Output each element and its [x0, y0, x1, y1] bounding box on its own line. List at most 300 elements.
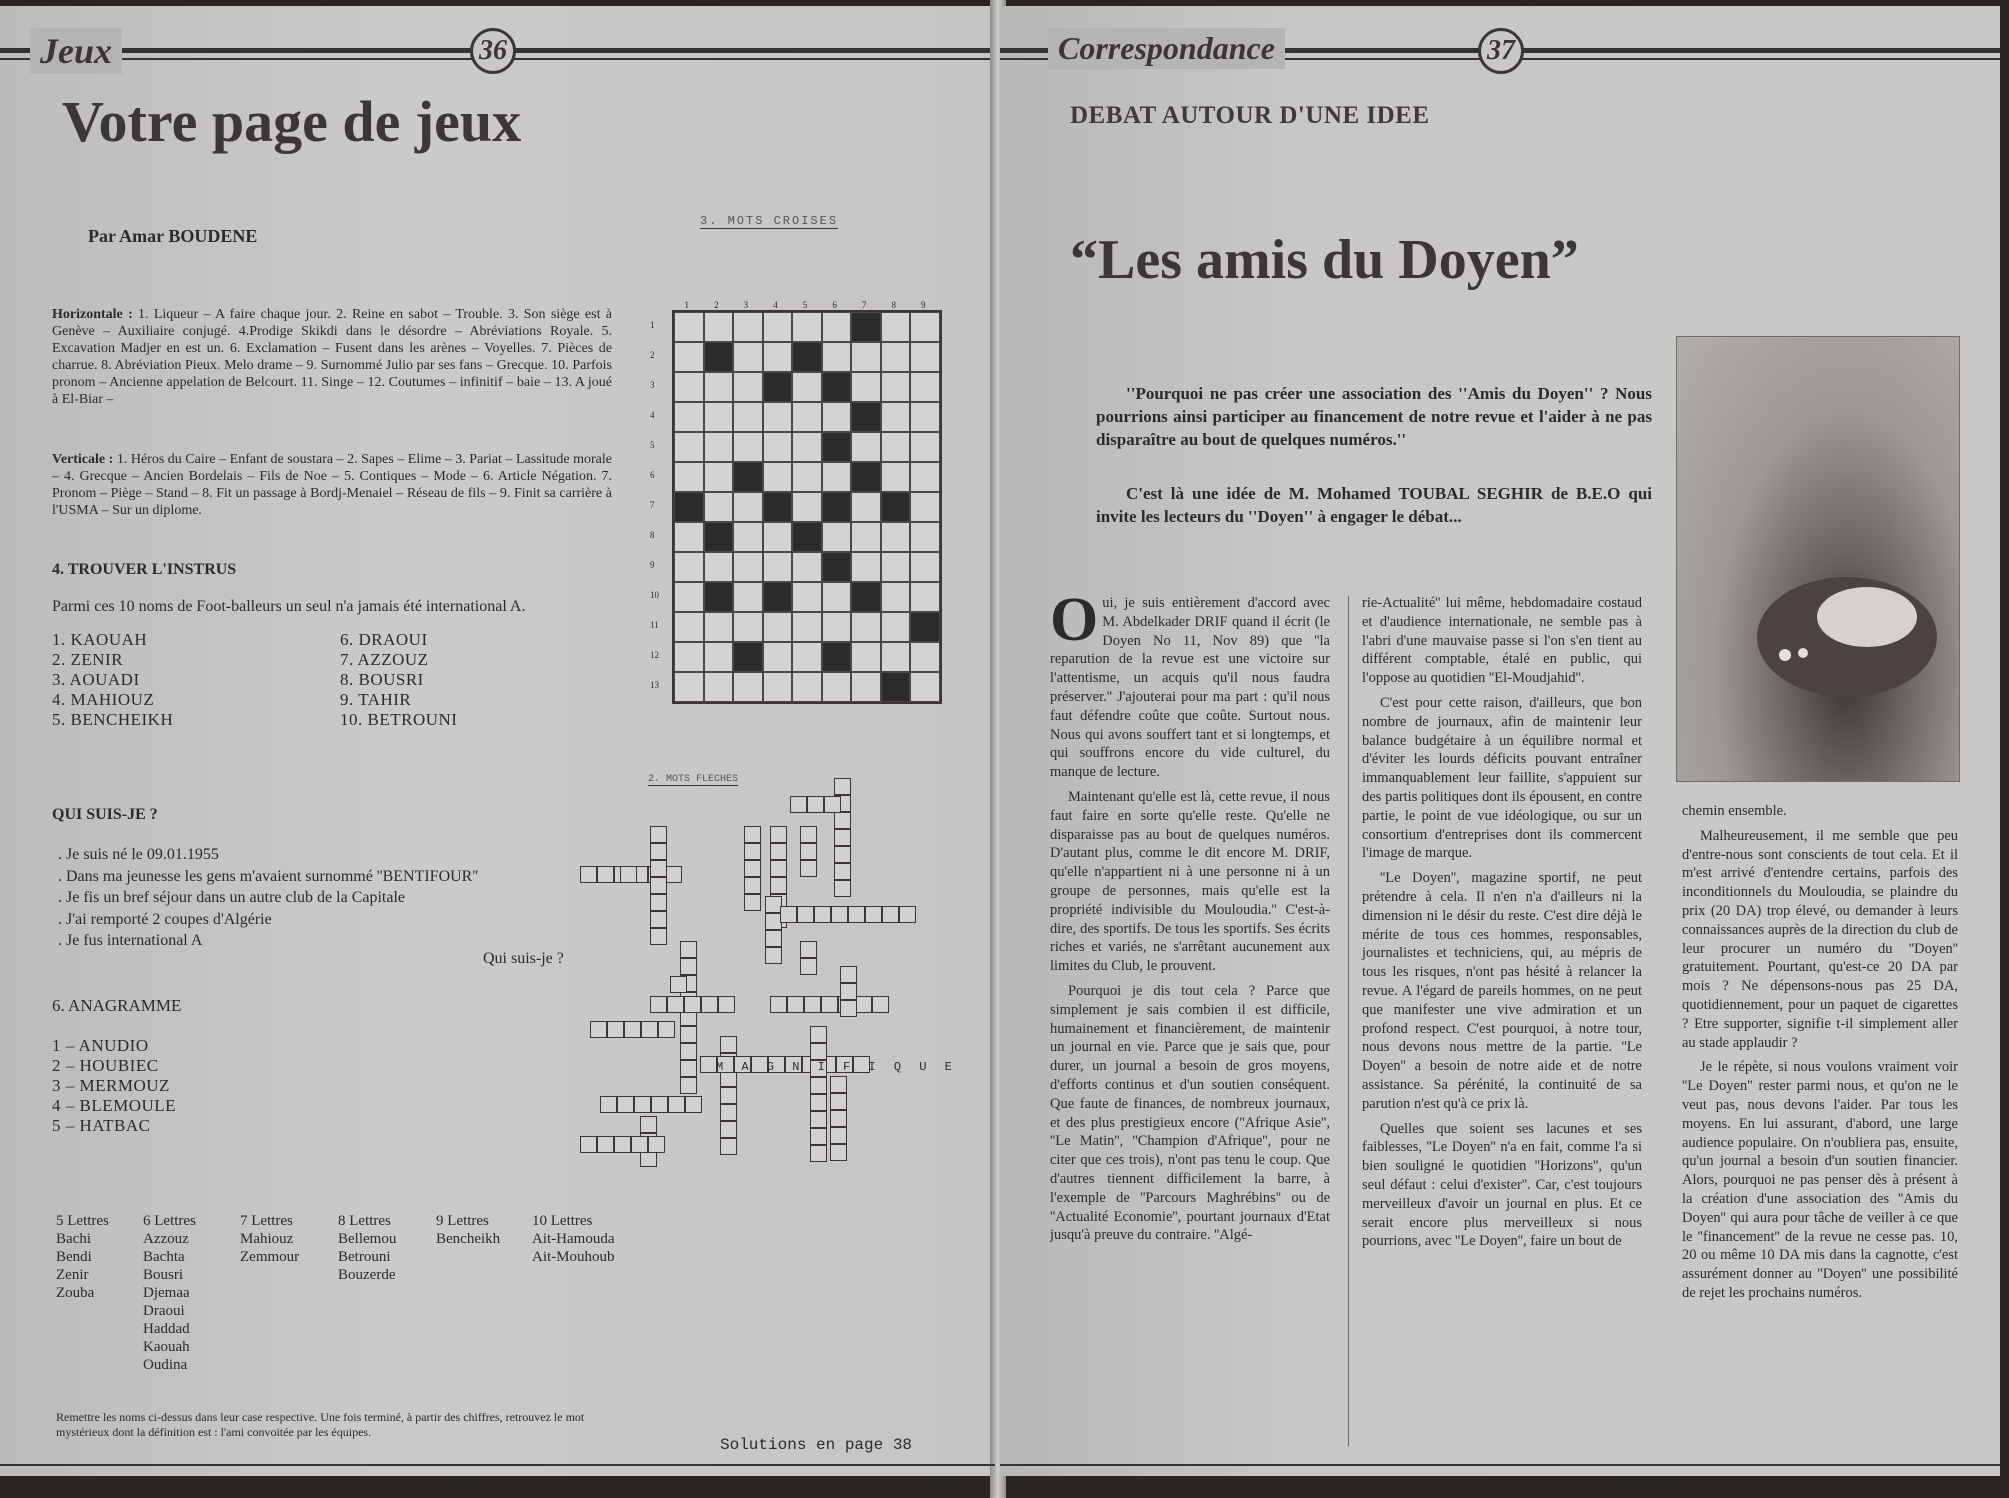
fill-in-cell[interactable]: [821, 996, 838, 1013]
crossword-cell[interactable]: [851, 612, 881, 642]
crossword-cell[interactable]: [733, 492, 763, 522]
crossword-cell[interactable]: [910, 372, 940, 402]
crossword-cell[interactable]: [763, 432, 793, 462]
fill-in-cell[interactable]: [650, 911, 667, 928]
list-item: 3 – MERMOUZ: [52, 1076, 170, 1095]
crossword-black-cell: [851, 312, 881, 342]
crossword-cell[interactable]: [733, 402, 763, 432]
crossword-cell[interactable]: [851, 672, 881, 702]
qui-line: . Je fus international A: [58, 932, 203, 949]
column-number: 1: [684, 300, 690, 310]
fill-in-cell[interactable]: [830, 1093, 847, 1110]
crossword-cell[interactable]: [881, 462, 911, 492]
fill-in-cell[interactable]: [614, 1136, 631, 1153]
fill-in-cell[interactable]: [744, 826, 761, 843]
crossword-cell[interactable]: [881, 612, 911, 642]
fill-in-cell[interactable]: [720, 1121, 737, 1138]
crossword-cell[interactable]: [704, 372, 734, 402]
crossword-cell[interactable]: [822, 342, 852, 372]
crossword-black-cell: [792, 342, 822, 372]
fill-in-cell[interactable]: [810, 1094, 827, 1111]
crossword-cell[interactable]: [822, 312, 852, 342]
word: Bencheikh: [436, 1231, 501, 1247]
fill-in-cell[interactable]: [680, 958, 697, 975]
word: Zouba: [56, 1285, 95, 1301]
paragraph: Malheureusement, il me semble que peu d'entre-nous sont conscients de tout cela. Et il m'est arrivé d'entendre certains, parfois des inconditionnels du Mouloudia, se plaindre du prix (20 DA) trop élevé, ou demander à leurs connaissances auprès de la direction du club de leur procurer un numéro du ''Doyen'' gratuitement. Pourtant, qu'est-ce 20 DA par mois ? Ne dépensons-nous pas 25 DA, quotidiennement, pour un paquet de cigarettes ? Etre supporter, signifie t-il simplement aller au stade applaudir ?: [1682, 827, 1958, 1051]
page-number: 36: [470, 28, 516, 74]
word-column-5: [56, 1212, 109, 1302]
fill-in-cell[interactable]: [807, 796, 824, 813]
crossword-cell[interactable]: [763, 342, 793, 372]
fill-in-cell[interactable]: [680, 1043, 697, 1060]
crossword-cell[interactable]: [851, 552, 881, 582]
crossword-cell[interactable]: [881, 342, 911, 372]
fill-in-cell[interactable]: [830, 1110, 847, 1127]
crossword-cell[interactable]: [704, 492, 734, 522]
right-page: [1000, 6, 2000, 1476]
crossword-cell[interactable]: [910, 642, 940, 672]
word-column-head: 6 Lettres: [143, 1213, 196, 1229]
fill-in-cell[interactable]: [744, 894, 761, 911]
crossword-cell[interactable]: [881, 522, 911, 552]
anagram-list: [52, 1036, 176, 1136]
crossword-cell[interactable]: [851, 432, 881, 462]
fill-in-cell[interactable]: [648, 1136, 665, 1153]
crossword-cell[interactable]: [881, 312, 911, 342]
instrus-list-right: [340, 630, 457, 730]
fill-in-cell[interactable]: [650, 877, 667, 894]
kicker: DEBAT AUTOUR D'UNE IDEE: [1070, 102, 1430, 129]
row-number: 4: [650, 410, 655, 420]
fill-in-cell[interactable]: [650, 826, 667, 843]
crossword-cell[interactable]: [674, 462, 704, 492]
column-number: 9: [921, 300, 926, 310]
list-item: 2. ZENIR: [52, 650, 124, 669]
crossword-caption: 3. MOTS CROISES: [700, 214, 839, 228]
crossword-cell[interactable]: [822, 402, 852, 432]
fill-in-cell[interactable]: [744, 877, 761, 894]
crossword-cell[interactable]: [822, 522, 852, 552]
crossword-cell[interactable]: [910, 672, 940, 702]
fill-in-cell[interactable]: [650, 894, 667, 911]
crossword-cell[interactable]: [733, 672, 763, 702]
crossword-black-cell: [910, 612, 940, 642]
row-number: 3: [650, 380, 655, 390]
crossword-cell[interactable]: [704, 552, 734, 582]
crossword-cell[interactable]: [763, 612, 793, 642]
fill-in-cell[interactable]: [810, 1043, 827, 1060]
fill-in-cell[interactable]: [810, 1077, 827, 1094]
row-number: 12: [650, 650, 659, 660]
crossword-black-cell: [704, 342, 734, 372]
word: Azzouz: [143, 1231, 189, 1247]
crossword-cell[interactable]: [792, 372, 822, 402]
word-column-9: [436, 1212, 500, 1248]
crossword-black-cell: [792, 522, 822, 552]
fill-in-cell[interactable]: [834, 829, 851, 846]
crossword-cell[interactable]: [792, 402, 822, 432]
crossword-cell[interactable]: [733, 432, 763, 462]
fill-in-cell[interactable]: [865, 906, 882, 923]
crossword-cell[interactable]: [763, 462, 793, 492]
fill-in-cell[interactable]: [899, 906, 916, 923]
list-item: 3. AOUADI: [52, 670, 140, 689]
crossword-cell[interactable]: [763, 522, 793, 552]
crossword-cell[interactable]: [763, 402, 793, 432]
fill-in-cell[interactable]: [770, 877, 787, 894]
fill-in-cell[interactable]: [800, 843, 817, 860]
fill-in-cell[interactable]: [834, 863, 851, 880]
fill-in-cell[interactable]: [650, 928, 667, 945]
word: Draoui: [143, 1303, 185, 1319]
crossword-black-cell: [674, 492, 704, 522]
vertical-text: 1. Héros du Caire – Enfant de soustara – 2. Sapes – Elime – 3. Pariat – Lassitude morale – 4. Grecque – Ancien Bordelais – Fils de Noe – 5. Contiques – Mode – 6. Article Négation. 7. Pronom – Piège – Stand – 8. Fit un passage à Bordj-Menaiel – Réseau de fils – 9. Finit sa carrière à l'USMA – Sur un diplome.: [52, 452, 613, 518]
fill-in-cell[interactable]: [834, 880, 851, 897]
paragraph: rie-Actualité'' lui même, hebdomadaire costaud et d'audience internationale, ne semble pas à l'abri d'une mauvaise passe si l'on s'en tient au différent comptable, étalé en public, qui l'oppose au quotidien ''El-Moudjahid''.: [1362, 595, 1642, 687]
qui-line: . Je fis un bref séjour dans un autre club de la Capitale: [58, 889, 405, 906]
fill-in-cell[interactable]: [831, 906, 848, 923]
crossword-cell[interactable]: [910, 462, 940, 492]
fill-in-cell[interactable]: [800, 958, 817, 975]
paragraph: ''Le Doyen'', magazine sportif, ne peut prétendre à cela. Il n'en n'a d'ailleurs ni la dimension ni le désir du reste. C'est dire déjà le mérite de tous ces hommes, responsables, journalistes et techniciens, qui, au mépris de tous les risques, n'ont pas hésité à relancer la revue. A l'égard de pareils hommes, on ne peut que manifester une vive admiration et un profond respect. C'est pourquoi, à notre tour, nous devons nous mettre de la partie. ''Le Doyen'' a besoin de notre aide et de notre assistance. Sa pérénité, la continuité de sa parution n'est qu'à ce prix là.: [1362, 870, 1642, 1112]
section-label: Jeux: [30, 28, 122, 74]
fill-in-cell[interactable]: [800, 941, 817, 958]
crossword-cell[interactable]: [733, 582, 763, 612]
article-column-1: [1050, 586, 1330, 1245]
crossword-cell[interactable]: [704, 642, 734, 672]
paragraph: Maintenant qu'elle est là, cette revue, il nous faut faire en sorte qu'elle reste. Qu'elle ne disparaisse pas au bout de quelques numéros. D'autant plus, comme le dit encore M. DRIF, qu'elle n'appartient ni à une personne ni à un groupe de personnes, mais qu'elle est la propriété indivisible du Mouloudia.'' C'est-à-dire, des sportifs. De tous les sportifs. Ses écrits riches et variés, ne s'arrêtant aucunement aux limites du Club, le prouvent.: [1050, 788, 1330, 975]
crossword-cell[interactable]: [733, 312, 763, 342]
crossword-cell[interactable]: [674, 432, 704, 462]
fill-in-cell[interactable]: [787, 996, 804, 1013]
fill-in-cell[interactable]: [680, 1077, 697, 1094]
anagram-heading: 6. ANAGRAMME: [52, 996, 182, 1015]
crossword-cell[interactable]: [851, 522, 881, 552]
crossword-cell[interactable]: [910, 342, 940, 372]
crossword-cell[interactable]: [704, 462, 734, 492]
crossword-column-numbers: [672, 300, 938, 310]
fill-in-cell[interactable]: [631, 1136, 648, 1153]
fill-in-cell[interactable]: [882, 906, 899, 923]
fill-in-cell[interactable]: [597, 866, 614, 883]
crossword-cell[interactable]: [674, 612, 704, 642]
word: Djemaa: [143, 1285, 190, 1301]
fill-in-cell[interactable]: [590, 1021, 607, 1038]
fill-in-cell[interactable]: [770, 826, 787, 843]
crossword-cell[interactable]: [910, 402, 940, 432]
article-photo: [1676, 336, 1960, 782]
list-item: 1 – ANUDIO: [52, 1036, 149, 1055]
crossword-cell[interactable]: [851, 372, 881, 402]
crossword-cell[interactable]: [674, 312, 704, 342]
fill-in-cell[interactable]: [620, 866, 637, 883]
fill-in-cell[interactable]: [834, 812, 851, 829]
crossword-cell[interactable]: [822, 462, 852, 492]
crossword-cell[interactable]: [704, 312, 734, 342]
word-column-head: 10 Lettres: [532, 1213, 593, 1229]
row-number: 13: [650, 680, 659, 690]
crossword-cell[interactable]: [733, 612, 763, 642]
fill-in-cell[interactable]: [810, 1111, 827, 1128]
fill-in-cell[interactable]: [650, 860, 667, 877]
fill-in-cell[interactable]: [765, 947, 782, 964]
fill-in-cell[interactable]: [701, 996, 718, 1013]
crossword-row-numbers: [650, 310, 666, 700]
list-item: 7. AZZOUZ: [340, 650, 429, 669]
fill-in-cell[interactable]: [718, 996, 735, 1013]
fill-in-cell[interactable]: [770, 860, 787, 877]
fill-in-cell[interactable]: [834, 846, 851, 863]
footer-rule-left: [0, 1464, 995, 1466]
crossword-cell[interactable]: [910, 552, 940, 582]
crossword-cell[interactable]: [704, 402, 734, 432]
crossword-cell[interactable]: [674, 642, 704, 672]
word-column-head: 5 Lettres: [56, 1213, 109, 1229]
crossword-cell[interactable]: [704, 612, 734, 642]
crossword-cell[interactable]: [822, 672, 852, 702]
crossword-cell[interactable]: [792, 672, 822, 702]
crossword-cell[interactable]: [674, 522, 704, 552]
fill-in-cell[interactable]: [804, 996, 821, 1013]
fill-in-cell[interactable]: [720, 1138, 737, 1155]
fill-in-cell[interactable]: [744, 860, 761, 877]
footer-rule: [1000, 1464, 2000, 1466]
fill-in-caption: 2. MOTS FLECHES: [648, 774, 739, 785]
fill-in-cell[interactable]: [624, 1021, 641, 1038]
fill-in-cell[interactable]: [600, 1096, 617, 1113]
crossword-cell[interactable]: [881, 582, 911, 612]
fill-in-cell[interactable]: [770, 996, 787, 1013]
crossword-cell[interactable]: [704, 672, 734, 702]
fill-in-cell[interactable]: [580, 1136, 597, 1153]
fill-in-cell[interactable]: [684, 996, 701, 1013]
crossword-cell[interactable]: [910, 312, 940, 342]
crossword-cell[interactable]: [674, 672, 704, 702]
page-title: Votre page de jeux: [62, 89, 522, 154]
column-rule: [1348, 596, 1349, 1446]
vertical-label: Verticale :: [52, 452, 114, 467]
word-column-6: [143, 1212, 196, 1374]
fill-in-cell[interactable]: [680, 941, 697, 958]
column-number: 5: [802, 300, 808, 310]
crossword-cell[interactable]: [674, 372, 704, 402]
crossword-cell[interactable]: [674, 582, 704, 612]
column-number: 2: [714, 300, 719, 310]
photo-figure: [1677, 337, 1959, 781]
fill-in-cell[interactable]: [840, 983, 857, 1000]
crossword-cell[interactable]: [881, 372, 911, 402]
crossword-cell[interactable]: [910, 492, 940, 522]
paragraph: Pourquoi je dis tout cela ? Parce que simplement je sais combien il est difficile, humainement et financièrement, de maintenir un journal en vie. Parce que je sais que, pour durer, un journal a besoin de gros moyens, d'efforts continus et d'un soutien conséquent. Que faute de finances, de nombreux journaux, et des plus prestigieux encore (''Afrique Asie'', ''Le Matin'', ''Champion d'Afrique'', pour ne citer que ces trois), n'ont pas tenu le coup. Que d'autres tiennent difficilement la barre, à l'exemple de ''Parcours Maghrébins'' ou de ''Actualité Economie'', pourtant journaux d'Etat jusqu'à preuve du contraire. ''Algé-: [1050, 982, 1330, 1244]
row-number: 6: [650, 470, 655, 480]
fill-in-cell[interactable]: [580, 866, 597, 883]
qui-lines: [58, 844, 478, 952]
fill-in-cell[interactable]: [651, 1096, 668, 1113]
fill-in-cell[interactable]: [810, 1128, 827, 1145]
fill-in-cell[interactable]: [800, 860, 817, 877]
fill-in-cell[interactable]: [765, 930, 782, 947]
crossword-black-cell: [704, 582, 734, 612]
fill-in-cell[interactable]: [668, 1096, 685, 1113]
crossword-cell[interactable]: [733, 342, 763, 372]
article-column-2: [1362, 594, 1642, 1251]
fill-in-cell[interactable]: [700, 1056, 717, 1073]
fill-in-cell[interactable]: [680, 1060, 697, 1077]
crossword-black-cell: [822, 492, 852, 522]
intro-quote: ''Pourquoi ne pas créer une association des ''Amis du Doyen'' ? Nous pourrions ainsi participer au financement de notre revue et l'aider à ne pas disparaître au bout de quelques numéros.'': [1096, 384, 1652, 449]
fill-in-cell[interactable]: [650, 996, 667, 1013]
fill-in-cell[interactable]: [665, 866, 682, 883]
fill-in-cell[interactable]: [720, 1104, 737, 1121]
fill-in-cell[interactable]: [810, 1026, 827, 1043]
fill-in-cell[interactable]: [797, 906, 814, 923]
crossword-cell[interactable]: [822, 582, 852, 612]
crossword-cell[interactable]: [674, 552, 704, 582]
fill-in-cell[interactable]: [685, 1096, 702, 1113]
crossword-cell[interactable]: [792, 312, 822, 342]
fill-in-cell[interactable]: [800, 826, 817, 843]
fill-in-cell[interactable]: [840, 1000, 857, 1017]
fill-in-cell[interactable]: [634, 1096, 651, 1113]
crossword-cell[interactable]: [763, 312, 793, 342]
crossword-cell[interactable]: [881, 552, 911, 582]
list-item: 5 – HATBAC: [52, 1116, 151, 1135]
fill-in-cell[interactable]: [848, 906, 865, 923]
vertical-clues: [52, 451, 612, 519]
fill-in-cell[interactable]: [834, 778, 851, 795]
fill-in-cell[interactable]: [667, 996, 684, 1013]
column-number: 7: [861, 300, 867, 310]
crossword-cell[interactable]: [674, 402, 704, 432]
crossword-cell[interactable]: [733, 522, 763, 552]
crossword-black-cell: [733, 462, 763, 492]
crossword-cell[interactable]: [910, 522, 940, 552]
fill-in-cell[interactable]: [720, 1036, 737, 1053]
column-number: 8: [891, 300, 896, 310]
crossword-black-cell: [851, 462, 881, 492]
fill-in-cell[interactable]: [641, 1021, 658, 1038]
fill-in-cell[interactable]: [855, 996, 872, 1013]
crossword-black-cell: [881, 672, 911, 702]
solutions-note: Solutions en page 38: [720, 1436, 913, 1454]
crossword-black-cell: [763, 492, 793, 522]
instrus-list-left: [52, 630, 173, 730]
fill-in-cell[interactable]: [872, 996, 889, 1013]
crossword-black-cell: [881, 492, 911, 522]
crossword-black-cell: [822, 552, 852, 582]
fill-in-cell[interactable]: [824, 796, 841, 813]
fill-in-cell[interactable]: [840, 966, 857, 983]
list-item: 1. KAOUAH: [52, 630, 148, 649]
crossword-cell[interactable]: [881, 642, 911, 672]
list-item: 9. TAHIR: [340, 690, 412, 709]
crossword-cell[interactable]: [704, 432, 734, 462]
crossword-cell[interactable]: [733, 372, 763, 402]
crossword-cell[interactable]: [851, 642, 881, 672]
crossword-cell[interactable]: [674, 342, 704, 372]
crossword-black-cell: [763, 372, 793, 402]
footnote: Remettre les noms ci-dessus dans leur case respective. Une fois terminé, à partir des chiffres, retrouvez le mot mystérieux dont la définition est : l'ami convoitée par les équipes.: [56, 1410, 585, 1439]
fill-in-cell[interactable]: [670, 976, 687, 993]
qui-heading: QUI SUIS-JE ?: [52, 806, 158, 823]
list-item: 6. DRAOUI: [340, 630, 428, 649]
crossword-cell[interactable]: [792, 462, 822, 492]
crossword-cell[interactable]: [910, 582, 940, 612]
fill-in-cell[interactable]: [658, 1021, 675, 1038]
paragraph: Quelles que soient ses lacunes et ses faiblesses, ''Le Doyen'' n'a en fait, comme l'a si bien souligné le quotidien ''Horizons'', qu'un seul défaut : celui d'exister''. Car, c'est toujours merveilleux d'avoir un journal en plus. Et ce serait encore plus merveilleux si nous pourrions, avec ''Le Doyen'', faire un bout de: [1362, 1120, 1642, 1250]
qui-line: . J'ai remporté 2 coupes d'Algérie: [58, 910, 272, 928]
crossword-cell[interactable]: [792, 552, 822, 582]
crossword-cell[interactable]: [763, 672, 793, 702]
fill-in-cell[interactable]: [790, 796, 807, 813]
crossword-cell[interactable]: [851, 492, 881, 522]
crossword-black-cell: [704, 522, 734, 552]
crossword-black-cell: [822, 642, 852, 672]
fill-in-cell[interactable]: [780, 906, 797, 923]
crossword-cell[interactable]: [792, 432, 822, 462]
crossword-cell[interactable]: [792, 642, 822, 672]
fill-in-cell[interactable]: [830, 1076, 847, 1093]
row-number: 5: [650, 440, 655, 450]
word: Kaouah: [143, 1339, 190, 1355]
row-number: 11: [650, 620, 659, 630]
fill-in-cell[interactable]: [810, 1145, 827, 1162]
word: Ait-Hamouda: [532, 1231, 615, 1247]
fill-in-cell[interactable]: [607, 1021, 624, 1038]
row-number: 8: [650, 530, 655, 540]
word: Bachi: [56, 1231, 91, 1247]
crossword-cell[interactable]: [733, 552, 763, 582]
row-number: 2: [650, 350, 655, 360]
fill-in-cell[interactable]: [830, 1144, 847, 1161]
crossword-cell[interactable]: [763, 552, 793, 582]
crossword-cell[interactable]: [792, 612, 822, 642]
fill-in-cell[interactable]: [680, 1026, 697, 1043]
crossword-cell[interactable]: [851, 342, 881, 372]
fill-in-cell[interactable]: [720, 1087, 737, 1104]
crossword-grid[interactable]: [672, 310, 942, 704]
crossword-cell[interactable]: [881, 432, 911, 462]
fill-in-word: M A G N I F I Q U E: [716, 1060, 958, 1074]
fill-in-puzzle[interactable]: [580, 766, 960, 1166]
crossword-cell[interactable]: [763, 642, 793, 672]
fill-in-cell[interactable]: [617, 1096, 634, 1113]
row-number: 10: [650, 590, 659, 600]
word: Bachta: [143, 1249, 185, 1265]
fill-in-cell[interactable]: [650, 843, 667, 860]
fill-in-cell[interactable]: [830, 1127, 847, 1144]
instrus-heading: 4. TROUVER L'INSTRUS: [52, 561, 237, 578]
row-number: 9: [650, 560, 655, 570]
crossword-cell[interactable]: [792, 582, 822, 612]
crossword-cell[interactable]: [910, 432, 940, 462]
word: Bendi: [56, 1249, 92, 1265]
fill-in-cell[interactable]: [597, 1136, 614, 1153]
word: Mahiouz: [240, 1231, 294, 1247]
instrus-intro: Parmi ces 10 noms de Foot-balleurs un seul n'a jamais été international A.: [52, 598, 526, 615]
word: Zenir: [56, 1267, 89, 1283]
crossword-cell[interactable]: [822, 612, 852, 642]
fill-in-cell[interactable]: [770, 843, 787, 860]
fill-in-cell[interactable]: [744, 843, 761, 860]
left-page: [0, 6, 995, 1476]
fill-in-cell[interactable]: [814, 906, 831, 923]
crossword-cell[interactable]: [792, 492, 822, 522]
word: Bouzerde: [338, 1267, 396, 1283]
crossword-cell[interactable]: [881, 402, 911, 432]
word-column-8: [338, 1212, 396, 1284]
fill-in-cell[interactable]: [640, 1116, 657, 1133]
